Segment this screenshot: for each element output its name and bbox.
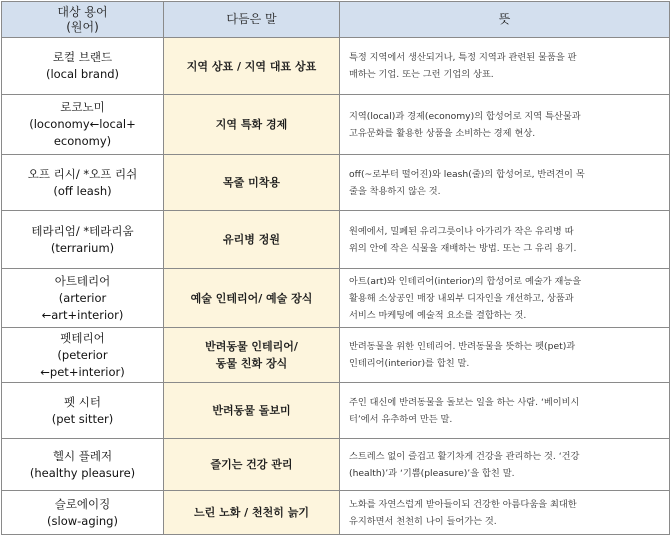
table-row — [2, 269, 670, 328]
term-name: 펫 시터 — [64, 394, 101, 409]
meaning-line: 활용해 소상공인 매장 내외부 디자인을 개선하고, 상품과 — [349, 292, 574, 304]
table-row — [2, 211, 670, 269]
term-cell — [2, 491, 164, 535]
term-name: 헬시 플레저 — [52, 448, 113, 463]
term-original: (loconomy←local+ — [29, 117, 136, 131]
meaning-cell — [340, 211, 670, 269]
table-row — [2, 95, 670, 155]
table-row — [2, 383, 670, 439]
term-name: 오프 리시/ *오프 리쉬 — [27, 166, 138, 181]
term-name: 로코노미 — [60, 100, 105, 114]
term-original: (terrarium) — [50, 240, 115, 255]
meaning-cell — [340, 328, 670, 383]
term-original: economy) — [53, 134, 112, 148]
table-row — [2, 439, 670, 491]
alternative-text: 유리병 정원 — [223, 233, 280, 246]
alternative-text: 동물 친화 장식 — [215, 357, 288, 370]
alternative-cell — [164, 439, 340, 491]
meaning-line: 노화를 자연스럽게 받아들이되 건강한 아름다움을 최대한 — [349, 498, 577, 510]
header-term-sublabel: (원어) — [66, 19, 99, 34]
term-cell — [2, 95, 164, 155]
term-original: (local brand) — [45, 67, 120, 81]
table-row — [2, 155, 670, 211]
term-cell — [2, 328, 164, 383]
term-cell — [2, 155, 164, 211]
alternative-text: 지역 상표 / 지역 대표 상표 — [186, 59, 317, 73]
meaning-line: 위의 안에 작은 식물을 재배하는 방법. 또는 그 유리 용기. — [349, 242, 577, 254]
term-original: ←art+interior) — [41, 307, 124, 322]
meaning-cell — [340, 491, 670, 535]
table-header-row — [2, 2, 670, 38]
meaning-line: 원예에서, 밀폐된 유리그릇이나 아가리가 작은 유리병 따 — [349, 225, 574, 237]
meaning-cell — [340, 38, 670, 95]
alternative-text: 반려동물 인테리어/ — [205, 340, 298, 353]
meaning-cell — [340, 439, 670, 491]
meaning-line: 유지하면서 천천히 나이 들어가는 것. — [349, 515, 497, 527]
term-cell — [2, 269, 164, 328]
term-cell — [2, 38, 164, 95]
term-original: ←pet+interior) — [40, 364, 125, 379]
meaning-cell — [340, 269, 670, 328]
alternative-cell — [164, 38, 340, 95]
meaning-line: off(~로부터 떨어진)와 leash(줄)의 합성어로, 반려견이 목 — [349, 168, 585, 180]
meaning-line: (health)’과 ‘기쁨(pleasure)’을 합친 말. — [349, 467, 515, 479]
alternative-cell — [164, 211, 340, 269]
meaning-line: 고유문화를 활용한 상품을 소비하는 경제 현상. — [349, 127, 536, 139]
terms-table — [1, 1, 670, 535]
header-alternative: 다듬은 말 — [164, 2, 340, 38]
term-name: 펫테리어 — [60, 330, 105, 345]
meaning-line: 인테리어(interior)를 합친 말. — [349, 358, 470, 369]
alternative-text: 즐기는 건강 관리 — [210, 458, 293, 471]
meaning-line: 매하는 기업. 또는 그런 기업의 상표. — [349, 69, 494, 80]
term-name: 슬로에이징 — [54, 496, 111, 511]
meaning-line: 아트(art)와 인테리어(interior)의 합성어로 예술가 재능을 — [349, 275, 582, 287]
meaning-cell — [340, 95, 670, 155]
meaning-line: 스트레스 없이 즐겁고 활기차게 건강을 관리하는 것. ‘건강 — [349, 450, 580, 462]
term-original: (off leash) — [53, 183, 112, 198]
term-cell — [2, 439, 164, 491]
meaning-cell — [340, 155, 670, 211]
meaning-line: 줄을 착용하지 않은 것. — [349, 185, 441, 197]
meaning-cell — [340, 383, 670, 439]
alternative-text: 지역 특화 경제 — [215, 118, 288, 131]
term-name: 테라리엄/ *테라리움 — [31, 223, 134, 238]
alternative-cell — [164, 328, 340, 383]
alternative-text: 반려동물 돌보미 — [212, 404, 291, 417]
alternative-text: 목줄 미착용 — [223, 176, 280, 189]
term-original: (pet sitter) — [51, 411, 114, 426]
term-original: (healthy pleasure) — [29, 465, 136, 480]
header-term — [2, 2, 164, 38]
meaning-line: 지역(local)과 경제(economy)의 합성어로 지역 특산물과 — [349, 110, 581, 122]
meaning-line: 반려동물을 위한 인테리어. 반려동물을 뜻하는 펫(pet)과 — [349, 341, 576, 352]
alternative-cell — [164, 155, 340, 211]
meaning-line: 터’에서 유추하여 만든 말. — [349, 413, 453, 425]
term-cell — [2, 211, 164, 269]
term-original: (peterior — [57, 347, 108, 362]
meaning-line: 특정 지역에서 생산되거나, 특정 지역과 관련된 물품을 판 — [349, 52, 577, 63]
term-cell — [2, 383, 164, 439]
alternative-text: 예술 인테리어/ 예술 장식 — [190, 291, 313, 305]
term-original: (slow-aging) — [47, 513, 118, 528]
meaning-line: 서비스 마케팅에 예술적 요소를 결합하는 것. — [349, 309, 527, 321]
table-row — [2, 38, 670, 95]
alternative-cell — [164, 383, 340, 439]
meaning-line: 주인 대신에 반려동물을 돌보는 일을 하는 사람. ‘베이비시 — [349, 396, 580, 408]
term-name: 로컬 브랜드 — [52, 50, 113, 64]
term-name: 아트테리어 — [54, 273, 111, 288]
alternative-cell — [164, 491, 340, 535]
header-meaning: 뜻 — [340, 2, 670, 38]
table-row — [2, 491, 670, 535]
header-term-label: 대상 용어 — [57, 4, 108, 19]
table-row — [2, 328, 670, 383]
alternative-cell — [164, 95, 340, 155]
alternative-text: 느린 노화 / 천천히 늙기 — [194, 506, 309, 519]
term-original: (arterior — [58, 290, 107, 305]
alternative-cell — [164, 269, 340, 328]
